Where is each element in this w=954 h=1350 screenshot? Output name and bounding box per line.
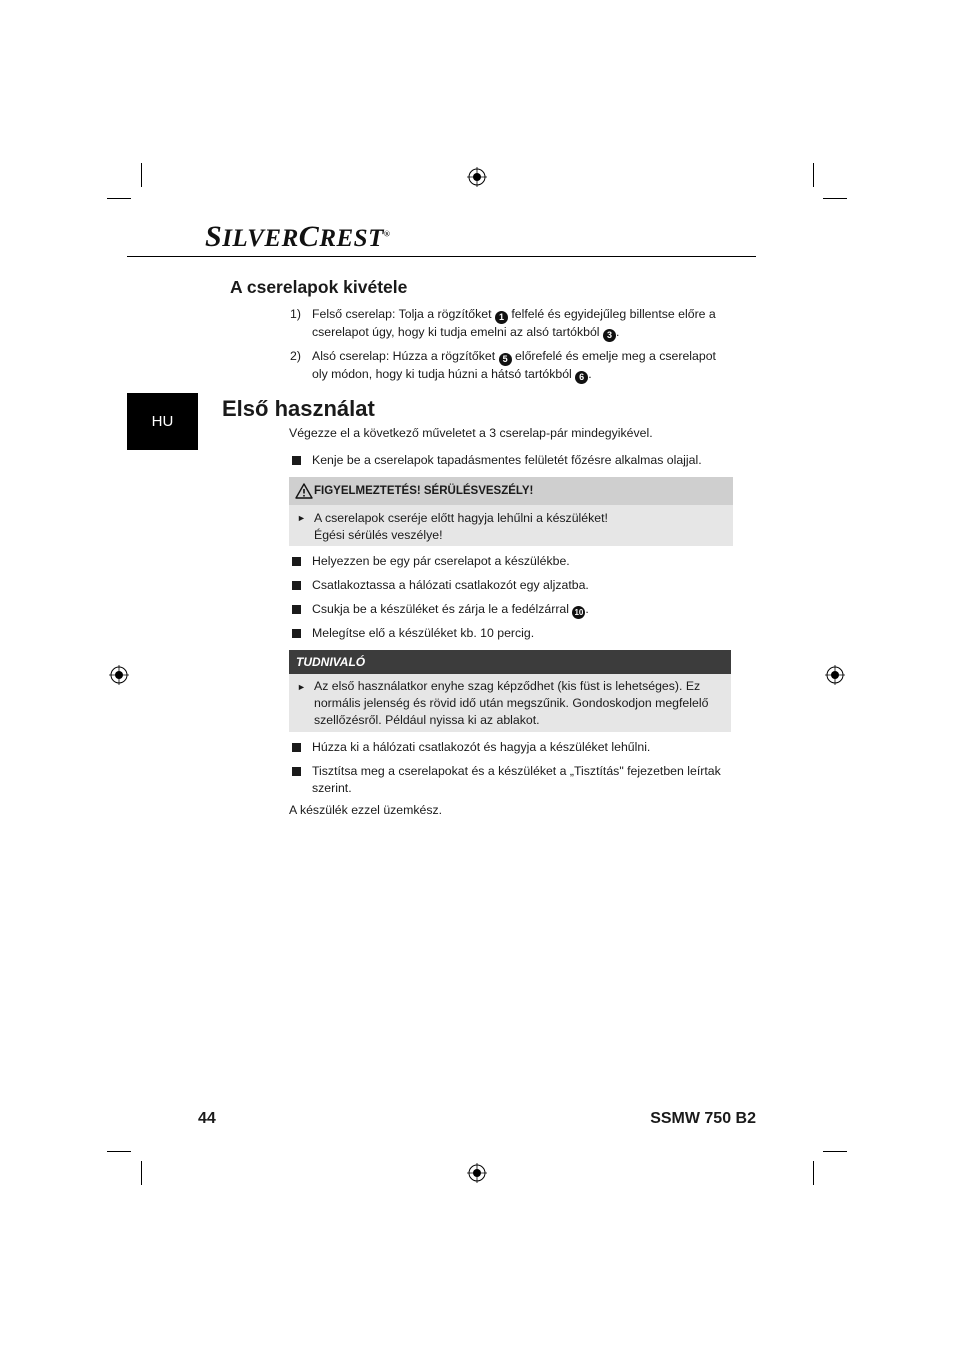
step-text: Alsó cserelap: Húzza a rögzítőket 5 előrefelé és emelje meg a cserelapot oly módon, hogy ki tudja húzni a hátsó tartókból 6 .	[312, 349, 716, 382]
part-number-badge: 1	[495, 311, 508, 324]
list-item: Csatlakoztassa a hálózati csatlakozót egy aljzatba.	[312, 578, 589, 592]
bullet-marker	[292, 629, 301, 638]
part-number-badge: 5	[499, 353, 512, 366]
list-item: Melegítse elő a készüléket kb. 10 percig.	[312, 626, 535, 640]
bullet-marker	[292, 581, 301, 590]
note-header: TUDNIVALÓ	[289, 650, 731, 674]
list-item: Csukja be a készüléket és zárja le a fedélzárral 10 .	[312, 602, 589, 617]
page-title: Első használat	[222, 396, 375, 421]
crop-mark	[141, 1161, 142, 1185]
warning-text: A cserelapok cseréje előtt hagyja lehűlni a készüléket! Égési sérülés veszélye!	[314, 511, 608, 542]
part-number-badge: 10	[572, 606, 585, 619]
registration-mark-icon	[825, 665, 845, 685]
part-number-badge: 3	[603, 329, 616, 342]
registration-mark-icon	[467, 1163, 487, 1183]
bullet-marker	[292, 605, 301, 614]
crop-mark	[107, 198, 131, 199]
crop-mark	[813, 1161, 814, 1185]
list-item: Helyezzen be egy pár cserelapot a készülékbe.	[312, 554, 570, 568]
outro-text: A készülék ezzel üzemkész.	[289, 803, 443, 817]
crop-mark	[823, 1151, 847, 1152]
step-text: Felső cserelap: Tolja a rögzítőket 1 felfelé és egyidejűleg billentse előre a cserelapot úgy, hogy ki tudja emelni az alsó tartókból 3 .	[312, 307, 716, 340]
list-item: Tisztítsa meg a cserelapokat és a készüléket a „Tisztítás" fejezetben leírtak szerint.	[312, 764, 721, 795]
arrow-icon: ►	[297, 513, 306, 523]
bullet-marker	[292, 557, 301, 566]
note-box	[289, 650, 731, 732]
model-number: SSMW 750 B2	[650, 1110, 756, 1127]
warning-box	[289, 477, 733, 546]
crop-mark	[107, 1151, 131, 1152]
page-number: 44	[198, 1110, 216, 1127]
crop-mark	[813, 163, 814, 187]
language-tab: HU	[127, 393, 198, 450]
bullet-marker	[292, 743, 301, 752]
brand-logo: SILVERCREST®	[205, 220, 391, 253]
list-item: Húzza ki a hálózati csatlakozót és hagyja a készüléket lehűlni.	[312, 740, 651, 754]
arrow-icon: ►	[297, 682, 306, 692]
bullet-marker	[292, 767, 301, 776]
note-text: Az első használatkor enyhe szag képződhet (kis füst is lehetséges). Ez normális jelenség és rövid idő után megszűnik. Gondoskodjon megfelelő szellőzésről. Például nyissa ki az ablakot.	[314, 679, 709, 727]
intro-text: Végezze el a következő műveletet a 3 cserelap-pár mindegyikével.	[289, 426, 653, 440]
registration-mark-icon	[109, 665, 129, 685]
step-number: 2)	[290, 349, 301, 363]
registration-mark-icon	[467, 167, 487, 187]
section-heading: A cserelapok kivétele	[230, 277, 408, 297]
header-rule	[127, 256, 756, 257]
warning-header: FIGYELMEZTETÉS! SÉRÜLÉSVESZÉLY!	[289, 477, 733, 505]
list-item: Kenje be a cserelapok tapadásmentes felületét főzésre alkalmas olajjal.	[312, 453, 702, 467]
step-number: 1)	[290, 307, 301, 321]
part-number-badge: 6	[575, 371, 588, 384]
warning-triangle-icon	[295, 483, 313, 499]
bullet-marker	[292, 456, 301, 465]
crop-mark	[823, 198, 847, 199]
crop-mark	[141, 163, 142, 187]
